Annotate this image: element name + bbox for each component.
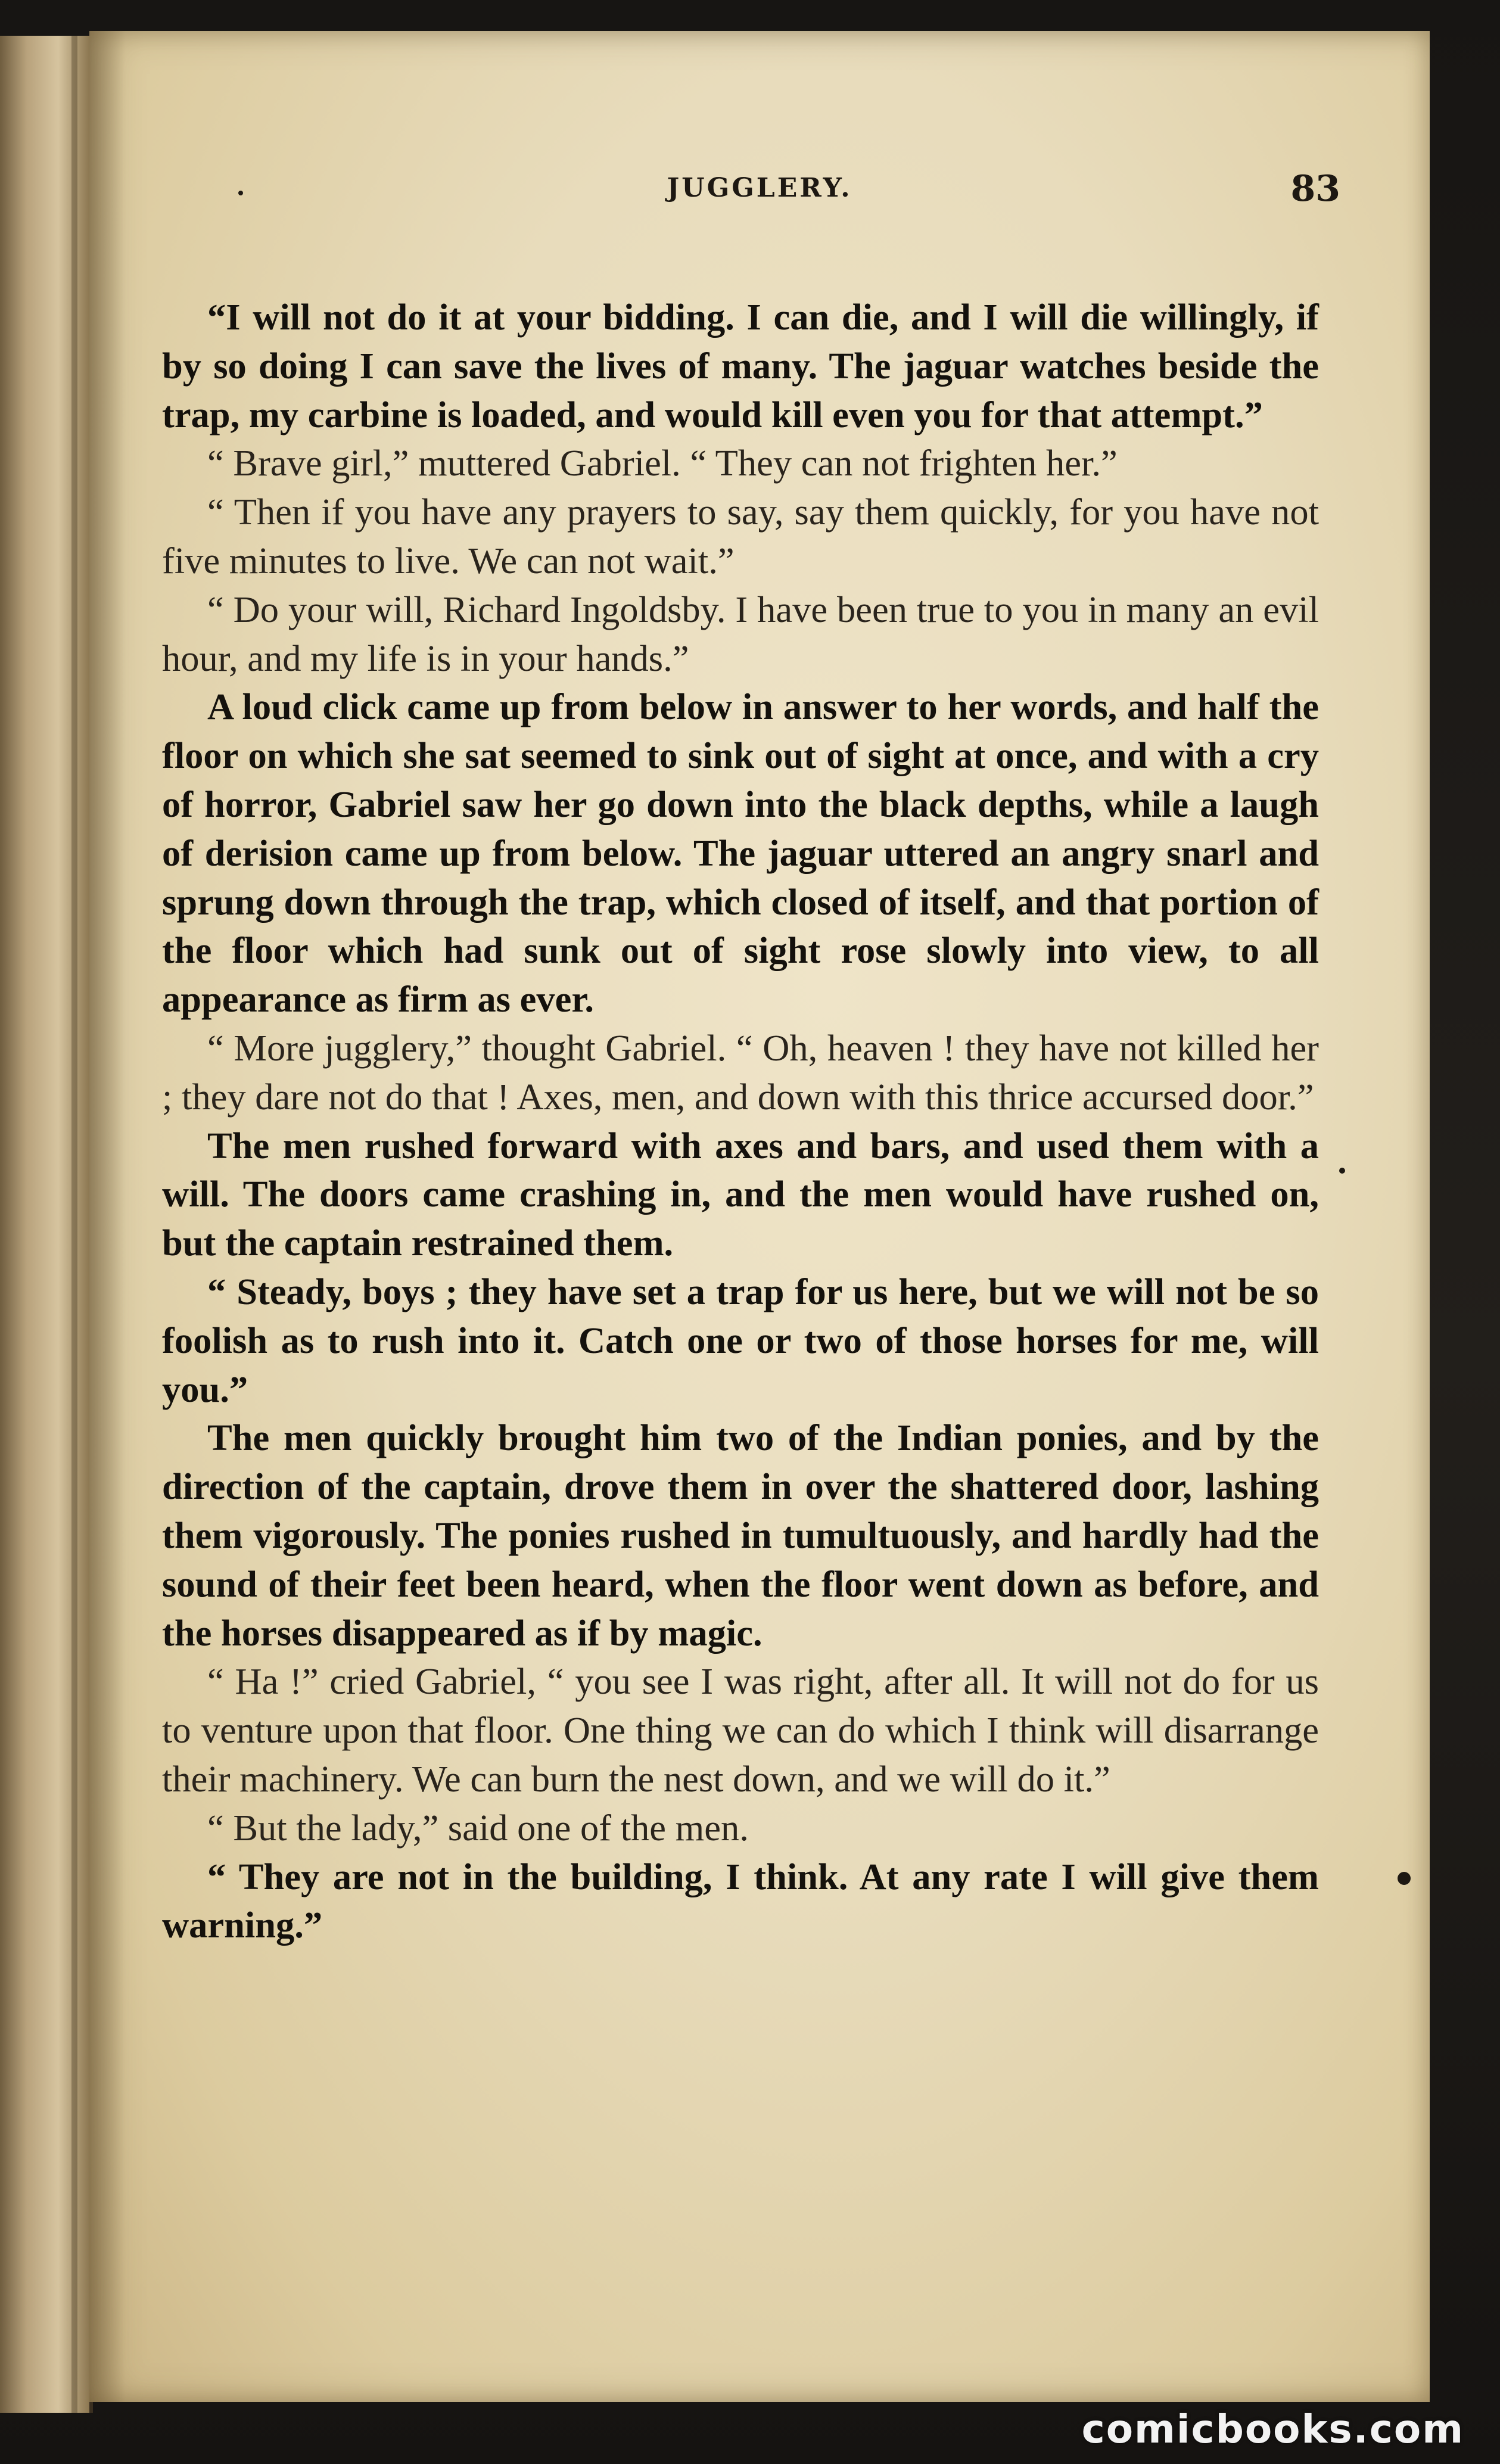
- book-page: [89, 31, 1430, 2402]
- paragraph-12: “ They are not in the building, I think. At any rate I will give them warning.”: [162, 1855, 1319, 1946]
- paragraph-2: “ Brave girl,” muttered Gabriel. “ They can not frighten her.”: [207, 442, 1118, 484]
- page-header: [89, 168, 1430, 220]
- paragraph-10: “ Ha !” cried Gabriel, “ you see I was right, after all. It will not do for us to venture upon that floor. One thing we can do which I think will disarrange their machinery. We can burn the nest down, and we will do it.”: [162, 1660, 1319, 1800]
- paragraph-11: “ But the lady,” said one of the men.: [207, 1806, 749, 1849]
- paragraph-8: “ Steady, boys ; they have set a trap for us here, but we will not be so foolish as to rush into it. Catch one or two of those horses for me, will you.”: [162, 1270, 1319, 1410]
- paragraph-7: The men rushed forward with axes and bars, and used them with a will. The doors came crashing in, and the men would have rushed on, but the captain restrained them.: [162, 1124, 1319, 1264]
- ink-speck: [1339, 1168, 1345, 1174]
- watermark: comicbooks.com: [1081, 2406, 1464, 2452]
- paragraph-1: “I will not do it at your bidding. I can die, and I will die willingly, if by so doing I can save the lives of many. The jaguar watches beside the trap, my carbine is loaded, and would kill even you for that attempt.”: [162, 296, 1319, 435]
- body-text: [162, 293, 1319, 1950]
- paragraph-9: The men quickly brought him two of the Indian ponies, and by the direction of the captain, drove them in over the shattered door, lashing them vigorously. The ponies rushed in tumultuously, and hardly had the sound of their feet been heard, when the floor went down as before, and the horses disappeared as if by magic.: [162, 1417, 1319, 1654]
- paragraph-5: A loud click came up from below in answer to her words, and half the floor on which she sat seemed to sink out of sight at once, and with a cry of horror, Gabriel saw her go down into the black depths, while a laugh of derision came up from below. The jaguar uttered an angry snarl and sprung down through the trap, which closed of itself, and that portion of the floor which had sunk out of sight rose slowly into view, to all appearance as firm as ever.: [162, 686, 1319, 1021]
- paragraph-4: “ Do your will, Richard Ingoldsby. I have been true to you in many an evil hour, and my life is in your hands.”: [162, 588, 1319, 679]
- paragraph-6: “ More jugglery,” thought Gabriel. “ Oh, heaven ! they have not killed her ; they dare not do that ! Axes, men, and down with this thrice accursed door.”: [162, 1026, 1319, 1118]
- ink-speck: [1398, 1872, 1411, 1885]
- paragraph-3: “ Then if you have any prayers to say, say them quickly, for you have not five minutes to live. We can not wait.”: [162, 491, 1319, 581]
- page-number: 83: [1290, 168, 1340, 210]
- ink-speck: [238, 191, 243, 195]
- running-head: JUGGLERY.: [667, 173, 852, 203]
- previous-page-edge: [0, 36, 93, 2413]
